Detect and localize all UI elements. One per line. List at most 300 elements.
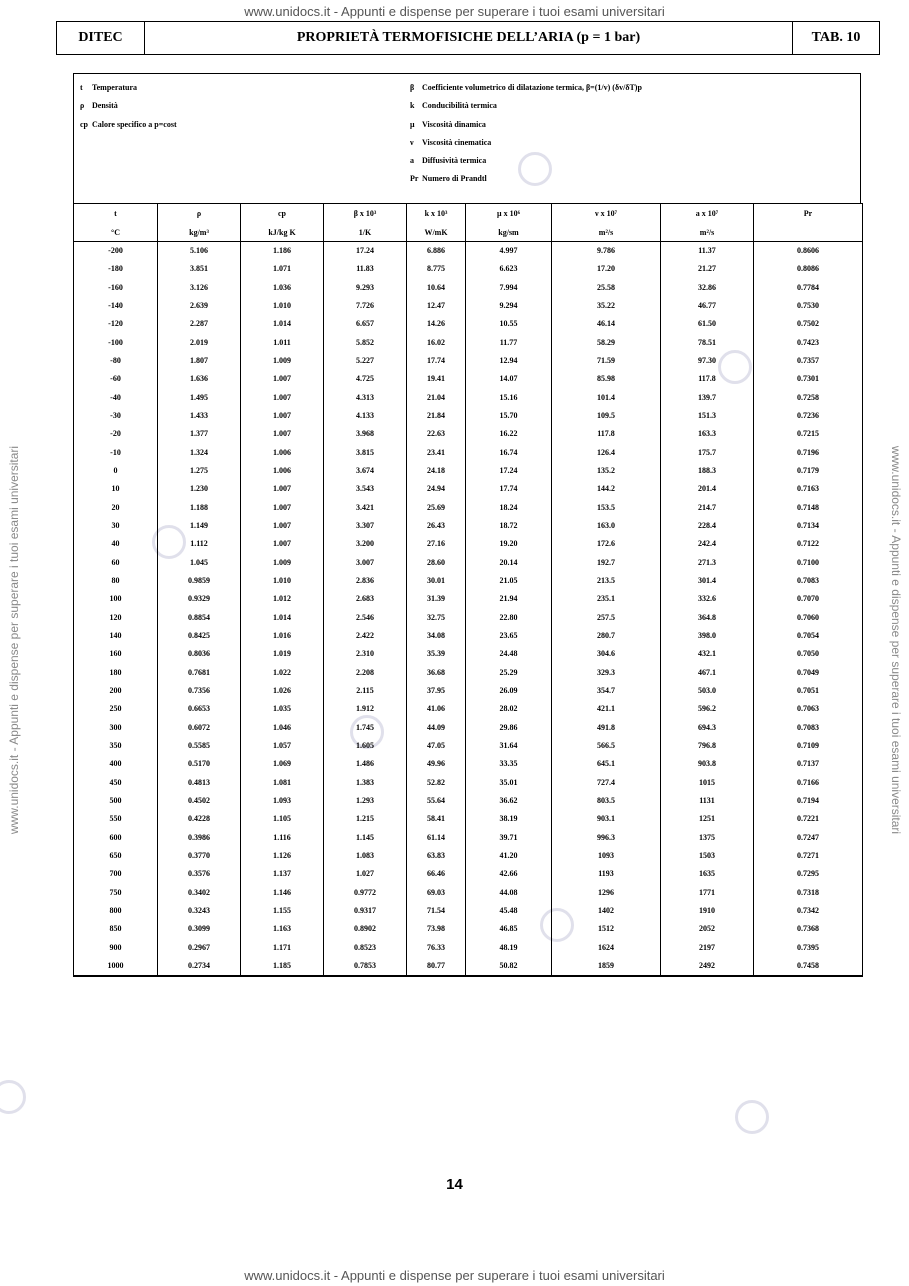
table-cell: 1.069 <box>241 755 324 773</box>
table-cell: 1.137 <box>241 865 324 883</box>
table-cell: 1.495 <box>158 389 241 407</box>
table-cell: 1859 <box>552 957 661 976</box>
table-cell: 6.657 <box>324 315 407 333</box>
table-cell: 1.014 <box>241 609 324 627</box>
table-row <box>74 352 863 370</box>
table-cell: 900 <box>74 938 158 956</box>
table-cell: 0.2967 <box>158 938 241 956</box>
legend-symbol: k <box>410 101 415 111</box>
table-cell: 903.8 <box>661 755 754 773</box>
table-cell: 0.3986 <box>158 829 241 847</box>
table-cell: 0.4813 <box>158 774 241 792</box>
column-unit: W/mK <box>407 223 466 242</box>
table-cell: 6.623 <box>466 260 552 278</box>
table-cell: 0.8523 <box>324 938 407 956</box>
table-row <box>74 572 863 590</box>
table-cell: 160 <box>74 645 158 663</box>
table-cell: -60 <box>74 370 158 388</box>
table-cell: 213.5 <box>552 572 661 590</box>
table-cell: 0.7295 <box>754 865 863 883</box>
column-header: μ x 10⁶ <box>466 204 552 224</box>
table-cell: 36.68 <box>407 664 466 682</box>
table-row <box>74 829 863 847</box>
table-cell: 10 <box>74 480 158 498</box>
table-cell: 235.1 <box>552 590 661 608</box>
legend-symbol: ν <box>410 137 414 147</box>
table-row <box>74 737 863 755</box>
column-unit: m²/s <box>661 223 754 242</box>
table-cell: 0.7050 <box>754 645 863 663</box>
table-cell: 0.8425 <box>158 627 241 645</box>
table-cell: 0.3402 <box>158 883 241 901</box>
table-cell: 4.133 <box>324 407 407 425</box>
table-row <box>74 682 863 700</box>
table-cell: 1503 <box>661 847 754 865</box>
table-cell: 0.7054 <box>754 627 863 645</box>
table-cell: 2492 <box>661 957 754 976</box>
table-cell: 996.3 <box>552 829 661 847</box>
table-cell: 25.58 <box>552 279 661 297</box>
table-cell: 21.05 <box>466 572 552 590</box>
table-cell: -200 <box>74 242 158 261</box>
table-cell: 23.65 <box>466 627 552 645</box>
table-cell: 85.98 <box>552 370 661 388</box>
table-cell: 1635 <box>661 865 754 883</box>
table-row <box>74 389 863 407</box>
table-cell: 1.126 <box>241 847 324 865</box>
table-cell: 0.3243 <box>158 902 241 920</box>
table-cell: 17.24 <box>324 242 407 261</box>
table-cell: 1.027 <box>324 865 407 883</box>
table-cell: 28.60 <box>407 554 466 572</box>
table-row <box>74 792 863 810</box>
table-cell: 1.022 <box>241 664 324 682</box>
table-cell: 9.786 <box>552 242 661 261</box>
table-cell: 1512 <box>552 920 661 938</box>
column-unit: °C <box>74 223 158 242</box>
table-cell: 1.116 <box>241 829 324 847</box>
table-row <box>74 627 863 645</box>
table-cell: 46.77 <box>661 297 754 315</box>
table-cell: 0.7423 <box>754 334 863 352</box>
table-cell: 0.7083 <box>754 719 863 737</box>
legend-right-column <box>410 82 642 192</box>
legend-description: Densità <box>92 101 118 111</box>
table-cell: 800 <box>74 902 158 920</box>
table-row <box>74 297 863 315</box>
table-cell: 645.1 <box>552 755 661 773</box>
table-cell: 1.019 <box>241 645 324 663</box>
legend-description: Viscosità dinamica <box>422 119 486 129</box>
table-cell: 0.7236 <box>754 407 863 425</box>
legend-description: Calore specifico a p=cost <box>92 119 177 129</box>
table-cell: 2.287 <box>158 315 241 333</box>
table-cell: 109.5 <box>552 407 661 425</box>
table-cell: 0.7148 <box>754 499 863 517</box>
table-cell: 0.7122 <box>754 535 863 553</box>
column-unit <box>754 223 863 242</box>
column-header: β x 10³ <box>324 204 407 224</box>
watermark-left: www.unidocs.it - Appunti e dispense per superare i tuoi esami universitari <box>7 445 21 835</box>
table-row <box>74 883 863 901</box>
table-cell: 500 <box>74 792 158 810</box>
table-cell: 100 <box>74 590 158 608</box>
table-cell: 0.7258 <box>754 389 863 407</box>
table-cell: 18.24 <box>466 499 552 517</box>
table-cell: 1.146 <box>241 883 324 901</box>
table-cell: 850 <box>74 920 158 938</box>
table-cell: 1.745 <box>324 719 407 737</box>
table-cell: 650 <box>74 847 158 865</box>
table-cell: 36.62 <box>466 792 552 810</box>
column-header: k x 10³ <box>407 204 466 224</box>
table-cell: 15.16 <box>466 389 552 407</box>
table-cell: 1.149 <box>158 517 241 535</box>
table-cell: 29.86 <box>466 719 552 737</box>
table-cell: 58.41 <box>407 810 466 828</box>
table-cell: 0 <box>74 462 158 480</box>
legend-item <box>410 173 642 191</box>
table-cell: 257.5 <box>552 609 661 627</box>
table-cell: 1193 <box>552 865 661 883</box>
watermark-logo-icon <box>0 1080 26 1114</box>
table-cell: 80.77 <box>407 957 466 976</box>
column-header: ν x 10⁷ <box>552 204 661 224</box>
table-cell: 0.7681 <box>158 664 241 682</box>
table-cell: 1.035 <box>241 700 324 718</box>
table-cell: 0.7502 <box>754 315 863 333</box>
table-cell: 117.8 <box>661 370 754 388</box>
table-cell: 727.4 <box>552 774 661 792</box>
table-cell: 0.7301 <box>754 370 863 388</box>
page-number: 14 <box>446 1176 463 1193</box>
watermark-bottom: www.unidocs.it - Appunti e dispense per superare i tuoi esami universitari <box>244 1268 665 1283</box>
table-cell: 180 <box>74 664 158 682</box>
table-cell: 60 <box>74 554 158 572</box>
table-cell: 1.014 <box>241 315 324 333</box>
table-cell: 120 <box>74 609 158 627</box>
table-cell: 350 <box>74 737 158 755</box>
table-cell: 35.39 <box>407 645 466 663</box>
table-cell: 16.02 <box>407 334 466 352</box>
table-row <box>74 957 863 976</box>
table-cell: 0.7070 <box>754 590 863 608</box>
table-cell: 2.683 <box>324 590 407 608</box>
table-cell: 32.75 <box>407 609 466 627</box>
table-row <box>74 920 863 938</box>
table-row <box>74 645 863 663</box>
header-title: PROPRIETÀ TERMOFISICHE DELL’ARIA (p = 1 bar) <box>145 22 793 54</box>
table-cell: 503.0 <box>661 682 754 700</box>
table-cell: 1.912 <box>324 700 407 718</box>
watermark-logo-icon <box>735 1100 769 1134</box>
table-cell: 3.307 <box>324 517 407 535</box>
document-header <box>56 21 880 55</box>
table-cell: 1015 <box>661 774 754 792</box>
table-cell: 11.77 <box>466 334 552 352</box>
table-cell: 17.74 <box>466 480 552 498</box>
table-cell: 1.009 <box>241 352 324 370</box>
table-cell: 11.83 <box>324 260 407 278</box>
table-cell: 16.22 <box>466 425 552 443</box>
table-cell: 21.27 <box>661 260 754 278</box>
table-cell: 201.4 <box>661 480 754 498</box>
table-cell: 163.0 <box>552 517 661 535</box>
table-cell: 2.115 <box>324 682 407 700</box>
table-cell: 400 <box>74 755 158 773</box>
table-cell: 163.3 <box>661 425 754 443</box>
legend-item <box>410 100 642 118</box>
table-cell: 32.86 <box>661 279 754 297</box>
table-cell: 9.294 <box>466 297 552 315</box>
table-cell: 200 <box>74 682 158 700</box>
table-cell: 61.14 <box>407 829 466 847</box>
table-units-row <box>74 223 863 242</box>
table-cell: 271.3 <box>661 554 754 572</box>
table-cell: 0.8902 <box>324 920 407 938</box>
table-cell: 300 <box>74 719 158 737</box>
table-cell: 58.29 <box>552 334 661 352</box>
table-cell: 0.4228 <box>158 810 241 828</box>
watermark-right: www.unidocs.it - Appunti e dispense per superare i tuoi esami universitari <box>889 445 903 835</box>
table-cell: 1.275 <box>158 462 241 480</box>
legend-symbol: μ <box>410 119 415 129</box>
table-cell: 0.7530 <box>754 297 863 315</box>
table-cell: 796.8 <box>661 737 754 755</box>
table-cell: 0.7342 <box>754 902 863 920</box>
table-cell: 596.2 <box>661 700 754 718</box>
table-cell: 280.7 <box>552 627 661 645</box>
table-cell: 1.010 <box>241 572 324 590</box>
table-cell: 3.200 <box>324 535 407 553</box>
table-cell: 1.186 <box>241 242 324 261</box>
table-cell: 63.83 <box>407 847 466 865</box>
table-cell: 2.310 <box>324 645 407 663</box>
table-cell: 31.64 <box>466 737 552 755</box>
table-cell: 3.815 <box>324 444 407 462</box>
table-cell: 491.8 <box>552 719 661 737</box>
table-cell: 21.94 <box>466 590 552 608</box>
table-cell: 0.9317 <box>324 902 407 920</box>
legend-description: Coefficiente volumetrico di dilatazione termica, β=(1/v) (δv/δT)p <box>422 83 642 92</box>
table-cell: 80 <box>74 572 158 590</box>
legend-symbol: Pr <box>410 174 419 184</box>
table-cell: 3.007 <box>324 554 407 572</box>
table-cell: 5.852 <box>324 334 407 352</box>
table-cell: 46.85 <box>466 920 552 938</box>
table-cell: 35.01 <box>466 774 552 792</box>
table-cell: 0.7368 <box>754 920 863 938</box>
table-cell: 1.293 <box>324 792 407 810</box>
table-cell: 17.74 <box>407 352 466 370</box>
table-row <box>74 664 863 682</box>
table-cell: 41.20 <box>466 847 552 865</box>
table-cell: 44.09 <box>407 719 466 737</box>
table-cell: 0.7247 <box>754 829 863 847</box>
legend-symbol: t <box>80 83 83 92</box>
table-cell: 42.66 <box>466 865 552 883</box>
legend-item <box>410 155 642 173</box>
table-cell: 188.3 <box>661 462 754 480</box>
table-cell: 1.007 <box>241 389 324 407</box>
table-row <box>74 334 863 352</box>
air-properties-table <box>73 203 863 977</box>
table-cell: -40 <box>74 389 158 407</box>
legend-description: Viscosità cinematica <box>422 137 492 147</box>
table-cell: -30 <box>74 407 158 425</box>
table-cell: 126.4 <box>552 444 661 462</box>
table-cell: 0.7458 <box>754 957 863 976</box>
table-cell: 432.1 <box>661 645 754 663</box>
table-cell: 803.5 <box>552 792 661 810</box>
table-cell: 21.04 <box>407 389 466 407</box>
legend-left-column <box>80 82 177 137</box>
table-cell: 1.012 <box>241 590 324 608</box>
table-cell: 242.4 <box>661 535 754 553</box>
table-cell: 0.3576 <box>158 865 241 883</box>
header-table-number: TAB. 10 <box>811 30 861 45</box>
table-cell: 1.155 <box>241 902 324 920</box>
table-cell: 1.010 <box>241 297 324 315</box>
table-cell: 61.50 <box>661 315 754 333</box>
table-cell: 3.968 <box>324 425 407 443</box>
column-header: cp <box>241 204 324 224</box>
table-cell: 21.84 <box>407 407 466 425</box>
table-cell: 1.377 <box>158 425 241 443</box>
legend-description: Conducibilità termica <box>422 101 497 111</box>
table-header-row <box>74 204 863 224</box>
table-cell: 52.82 <box>407 774 466 792</box>
table-body <box>74 242 863 977</box>
table-cell: 0.7063 <box>754 700 863 718</box>
table-cell: 0.7356 <box>158 682 241 700</box>
table-cell: 1.007 <box>241 425 324 443</box>
table-cell: 398.0 <box>661 627 754 645</box>
table-cell: 2.836 <box>324 572 407 590</box>
table-cell: 1375 <box>661 829 754 847</box>
table-cell: 0.7060 <box>754 609 863 627</box>
table-cell: 0.8086 <box>754 260 863 278</box>
table-cell: 0.7215 <box>754 425 863 443</box>
table-row <box>74 700 863 718</box>
table-cell: 20 <box>74 499 158 517</box>
table-cell: 33.35 <box>466 755 552 773</box>
table-cell: 467.1 <box>661 664 754 682</box>
table-cell: 0.7137 <box>754 755 863 773</box>
table-cell: 1.807 <box>158 352 241 370</box>
table-cell: 35.22 <box>552 297 661 315</box>
table-cell: 1.605 <box>324 737 407 755</box>
table-cell: 26.43 <box>407 517 466 535</box>
table-cell: 19.20 <box>466 535 552 553</box>
table-cell: 2197 <box>661 938 754 956</box>
table-cell: 1.171 <box>241 938 324 956</box>
table-cell: 1.093 <box>241 792 324 810</box>
table-cell: 0.4502 <box>158 792 241 810</box>
table-cell: 228.4 <box>661 517 754 535</box>
table-cell: 18.72 <box>466 517 552 535</box>
table-cell: -20 <box>74 425 158 443</box>
table-cell: 50.82 <box>466 957 552 976</box>
table-cell: 192.7 <box>552 554 661 572</box>
table-cell: 0.5585 <box>158 737 241 755</box>
table-cell: 1402 <box>552 902 661 920</box>
table-cell: 38.19 <box>466 810 552 828</box>
table-cell: 172.6 <box>552 535 661 553</box>
table-cell: -10 <box>74 444 158 462</box>
table-cell: 1.112 <box>158 535 241 553</box>
table-cell: 12.47 <box>407 297 466 315</box>
table-cell: 140 <box>74 627 158 645</box>
table-cell: 49.96 <box>407 755 466 773</box>
table-cell: 17.24 <box>466 462 552 480</box>
table-cell: 1.081 <box>241 774 324 792</box>
table-row <box>74 480 863 498</box>
table-cell: 15.70 <box>466 407 552 425</box>
table-cell: -160 <box>74 279 158 297</box>
table-cell: 151.3 <box>661 407 754 425</box>
table-cell: 1.230 <box>158 480 241 498</box>
table-cell: 1.105 <box>241 810 324 828</box>
column-unit: kg/m³ <box>158 223 241 242</box>
table-row <box>74 425 863 443</box>
table-cell: 1624 <box>552 938 661 956</box>
table-cell: 4.313 <box>324 389 407 407</box>
table-row <box>74 865 863 883</box>
legend-description: Temperatura <box>92 83 138 92</box>
table-cell: 214.7 <box>661 499 754 517</box>
table-cell: 550 <box>74 810 158 828</box>
table-cell: -140 <box>74 297 158 315</box>
table-cell: 14.26 <box>407 315 466 333</box>
table-cell: 2.639 <box>158 297 241 315</box>
table-cell: -100 <box>74 334 158 352</box>
table-cell: 24.18 <box>407 462 466 480</box>
table-cell: 1.009 <box>241 554 324 572</box>
table-cell: 329.3 <box>552 664 661 682</box>
table-cell: 1.083 <box>324 847 407 865</box>
table-cell: 139.7 <box>661 389 754 407</box>
table-cell: 0.7051 <box>754 682 863 700</box>
table-cell: 1296 <box>552 883 661 901</box>
table-cell: 1.036 <box>241 279 324 297</box>
table-cell: 694.3 <box>661 719 754 737</box>
header-institution: DITEC <box>57 22 145 54</box>
table-cell: 1000 <box>74 957 158 976</box>
table-cell: 2052 <box>661 920 754 938</box>
column-header: Pr <box>754 204 863 224</box>
column-header: ρ <box>158 204 241 224</box>
legend-item <box>80 119 177 137</box>
table-cell: 0.7109 <box>754 737 863 755</box>
table-row <box>74 938 863 956</box>
table-row <box>74 847 863 865</box>
table-cell: 0.7083 <box>754 572 863 590</box>
table-cell: 1.071 <box>241 260 324 278</box>
table-cell: 31.39 <box>407 590 466 608</box>
table-cell: 47.05 <box>407 737 466 755</box>
table-cell: 3.126 <box>158 279 241 297</box>
table-cell: 1771 <box>661 883 754 901</box>
table-row <box>74 902 863 920</box>
table-cell: 40 <box>74 535 158 553</box>
table-cell: 566.5 <box>552 737 661 755</box>
table-cell: 9.293 <box>324 279 407 297</box>
column-unit: m²/s <box>552 223 661 242</box>
table-cell: 0.7100 <box>754 554 863 572</box>
table-cell: 101.4 <box>552 389 661 407</box>
legend-item <box>80 100 177 118</box>
